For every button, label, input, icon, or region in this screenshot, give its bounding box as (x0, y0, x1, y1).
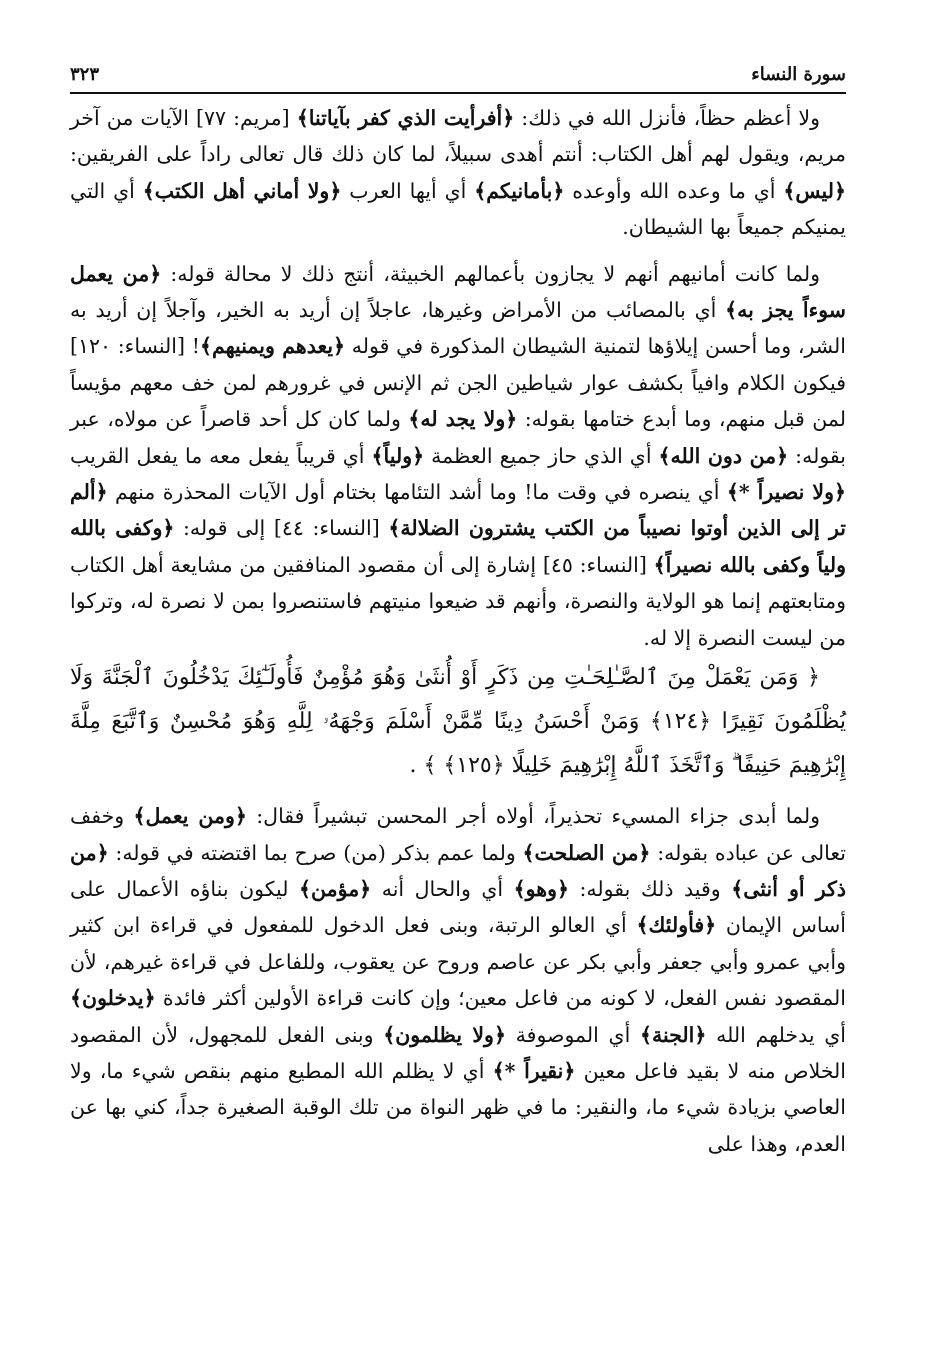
text-segment: أي يدخلهم الله (706, 1022, 846, 1047)
quote-segment: ﴿من الصلحت﴾ (522, 840, 651, 865)
quote-segment: ﴿مؤمن﴾ (299, 876, 372, 901)
quote-segment: ﴿وهو﴾ (513, 876, 569, 901)
surah-title: سورة النساء (751, 64, 846, 85)
text-segment: أي أيها العرب (341, 178, 475, 203)
text-segment: أي والحال أنه (371, 876, 514, 901)
text-segment: ليكون بناؤه الأعمال على أساس الإيمان (70, 876, 846, 938)
header-rule (70, 92, 846, 94)
page-header (70, 62, 846, 88)
quote-segment: ﴿أفرأيت الذي كفر بآياتنا﴾ (296, 106, 515, 130)
paragraph-2 (70, 256, 846, 656)
quote-segment: ﴿وكفى بالله ولياً وكفى بالله نصيراً﴾ (70, 516, 846, 577)
quote-segment: ﴿ألم تر إلى الذين أوتوا نصيباً من الكتب يشترون الضلالة﴾ (70, 480, 846, 541)
quran-close-bracket: ﴾ . (409, 753, 437, 779)
quote-segment: ﴿يعدهم ويمنيهم﴾ (199, 334, 346, 359)
text-segment: ولا أعظم حظاً، فأنزل الله في ذلك: (514, 106, 820, 130)
ayah-number-125: ﴿١٢٥﴾ (443, 753, 505, 779)
text-segment: أي قريباً يفعل معه ما يفعل القريب (70, 443, 372, 468)
quote-segment: ﴿ولا يظلمون﴾ (383, 1022, 506, 1047)
text-segment: أي الذي حاز جميع العظمة (424, 443, 659, 468)
quote-segment: ﴿من ذكر أو أنثى﴾ (70, 840, 846, 901)
text-segment: وخفف تعالى عن عباده بقوله: (70, 804, 846, 865)
text-segment: أي العالو الرتبة، وبنى فعل الدخول للمفعول في قراءة ابن كثير وأبي عمرو وأبي جعفر وأبي بكر عن عاصم وروح عن يعقوب، وللفاعل في قراءة غيرهم، لأن المقصود نفس الفعل، لا كونه من فاعل معين؛ وإن كانت قراءة الأولين أكثر فائدة (70, 913, 846, 1011)
quran-verses (70, 656, 846, 788)
text-segment: [مريم: ٧٧] الآيات من آخر مريم، ويقول لهم أهل الكتاب: أنتم أهدى سبيلاً، لما كان ذلك قال تعالى راداً على الفريقين: (70, 106, 846, 167)
text-segment: [النساء: ٤٥] إشارة إلى أن مقصود المنافقين من مشايعة أهل الكتاب ومتابعتهم إنما هو الولاية والنصرة، وأنهم قد ضيعوا منيتهم فاستنصروا بمن لا نصرة له، وتركوا من ليست النصرة إلا له. (70, 552, 846, 650)
quote-segment: ﴿من يعمل سوءاً يجز به﴾ (70, 261, 846, 323)
quote-segment: ﴿ومن يعمل﴾ (133, 804, 247, 829)
quote-segment: ﴿بأمانيكم﴾ (474, 178, 565, 203)
text-segment: أي ينصره في وقت ما! وما أشد التئامها بختام أول الآيات المحذرة منهم (107, 480, 727, 505)
text-segment: ولما أبدى جزاء المسيء تحذيراً، أولاه أجر المحسن تبشيراً فقال: (246, 804, 821, 829)
quote-segment: ﴿ولا نصيراً *﴾ (726, 480, 846, 505)
text-segment: أي بالمصائب من الأمراض وغيرها، عاجلاً إن أريد به الخير، وآجلاً إن أريد به الشر، وما أحسن إيلاؤها لتمنية الشيطان المذكورة في قوله (70, 298, 846, 359)
text-segment: أي التي يمنيكم جميعاً بها الشيطان. (70, 178, 846, 240)
quote-segment: ﴿ليس﴾ (783, 178, 846, 203)
page-number: ٣٢٣ (70, 64, 100, 85)
paragraph-3 (70, 798, 846, 1162)
text-segment: أي لا يظلم الله المطيع منهم بنقص شيء ما، ولا العاصي بزيادة شيء ما، والنقير: ما في ظهر النواة من تلك الوقبة الصغيرة جداً، كني بها عن العدم، وهذا على (70, 1058, 846, 1156)
quote-segment: ﴿فأولئك﴾ (636, 913, 717, 938)
ayah-number-124: ﴿١٢٤﴾ (649, 709, 712, 735)
text-segment: وقيد ذلك بقوله: (568, 876, 732, 901)
quote-segment: ﴿ولا أماني أهل الكتب﴾ (142, 178, 342, 203)
paragraph-1 (70, 100, 846, 246)
text-segment: أي الموصوفة (505, 1022, 641, 1047)
quote-segment: ﴿ولا يجد له﴾ (408, 407, 518, 432)
text-segment: ولما عمم بذكر (من) صرح بما اقتضته في قوله: (108, 840, 523, 865)
quote-segment: ﴿يدخلون﴾ (70, 986, 156, 1011)
quran-open-bracket: ﴿ (807, 665, 820, 691)
text-segment: [النساء: ٤٤] إلى قوله: (174, 516, 389, 541)
text-segment: وبنى الفعل للمجهول، لأن المقصود الخلاص منه لا بقيد فاعل معين (70, 1022, 846, 1083)
page-body (70, 100, 846, 1162)
quote-segment: ﴿ولياً﴾ (371, 443, 425, 468)
ayah-125: وَمَنْ أَحْسَنُ دِينًا مِّمَّنْ أَسْلَمَ وَجْهَهُۥ لِلَّهِ وَهُوَ مُحْسِنٌ وَٱتَّبَعَ مِلَّةَ إِبْرَٰهِيمَ حَنِيفًا ۗ وَٱتَّخَذَ ٱللَّهُ إِبْرَٰهِيمَ خَلِيلًا (70, 709, 846, 779)
text-segment: ولما كانت أمانيهم أنهم لا يجازون بأعمالهم الخبيثة، أنتج ذلك لا محالة قوله: (161, 261, 820, 286)
text-segment: ! [النساء: ١٢٠] فيكون الكلام وافياً بكشف عوار شياطين الجن ثم الإنس في غرورهم لمن خف معهم مؤيساً لمن قبل منهم، وما أبدع ختامها بقوله: (70, 334, 846, 432)
ayah-124: وَمَن يَعْمَلْ مِنَ ٱلصَّـٰلِحَـٰتِ مِن ذَكَرٍ أَوْ أُنثَىٰ وَهُوَ مُؤْمِنٌ فَأُولَـٰٓئِكَ يَدْخُلُونَ ٱلْجَنَّةَ وَلَا يُظْلَمُونَ نَقِيرًا (70, 665, 846, 735)
quote-segment: ﴿نقيراً *﴾ (492, 1058, 576, 1083)
text-segment: أي ما وعده الله وأوعده (564, 178, 784, 203)
text-segment: ولما كان كل أحد قاصراً عن مولاه، عبر بقوله: (70, 407, 846, 468)
quote-segment: ﴿الجنة﴾ (640, 1022, 707, 1047)
quote-segment: ﴿من دون الله﴾ (658, 443, 789, 468)
